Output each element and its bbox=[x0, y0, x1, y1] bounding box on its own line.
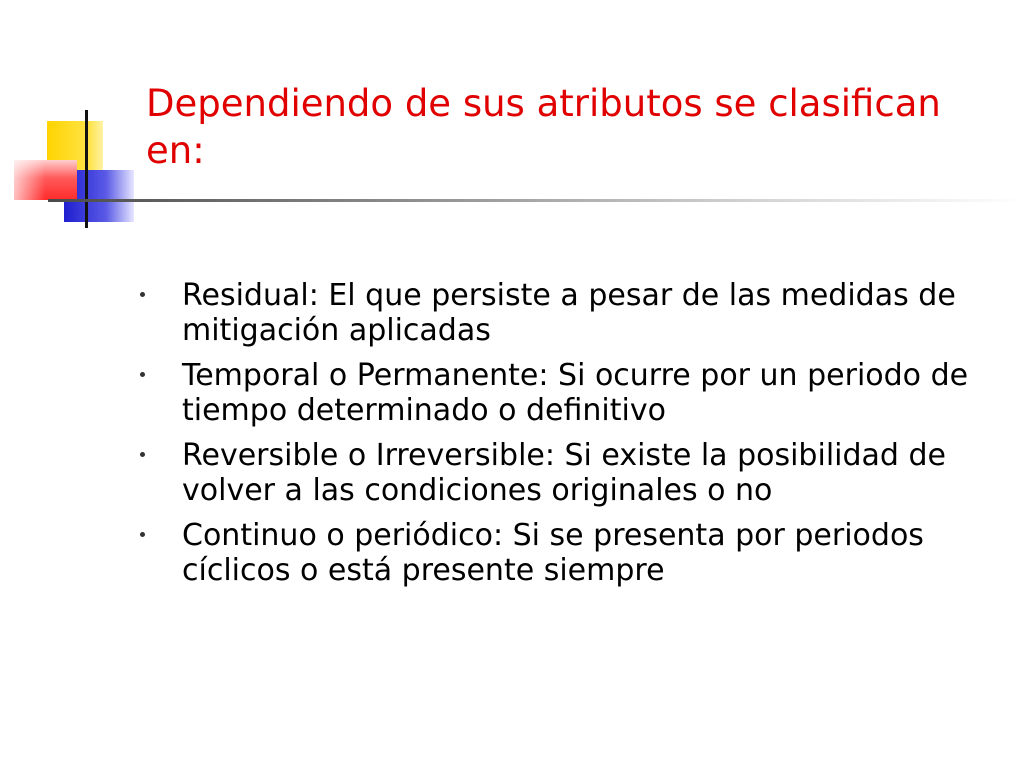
bullet-text: Temporal o Permanente: Si ocurre por un periodo de tiempo determinado o definitivo bbox=[182, 358, 969, 428]
bullet-list bbox=[140, 278, 1020, 598]
decorative-squares-graphic bbox=[0, 0, 170, 240]
bullet-dot-icon bbox=[140, 532, 145, 537]
bullet-text: Reversible o Irreversible: Si existe la posibilidad de volver a las condiciones originales o no bbox=[182, 438, 946, 508]
bullet-text: Residual: El que persiste a pesar de las medidas de mitigación aplicadas bbox=[182, 278, 956, 348]
slide-title: Dependiendo de sus atributos se clasifican en: bbox=[146, 82, 941, 172]
bullet-text: Continuo o periódico: Si se presenta por periodos cíclicos o está presente siempre bbox=[182, 518, 924, 588]
bullet-item-continuo bbox=[140, 518, 1020, 588]
bullet-item-reversible bbox=[140, 438, 1020, 508]
vertical-line bbox=[85, 110, 88, 228]
bullet-dot-icon bbox=[140, 292, 145, 297]
bullet-item-temporal bbox=[140, 358, 1020, 428]
title-underline-rule bbox=[48, 199, 1024, 202]
bullet-dot-icon bbox=[140, 452, 145, 457]
bullet-item-residual bbox=[140, 278, 1020, 348]
bullet-dot-icon bbox=[140, 372, 145, 377]
